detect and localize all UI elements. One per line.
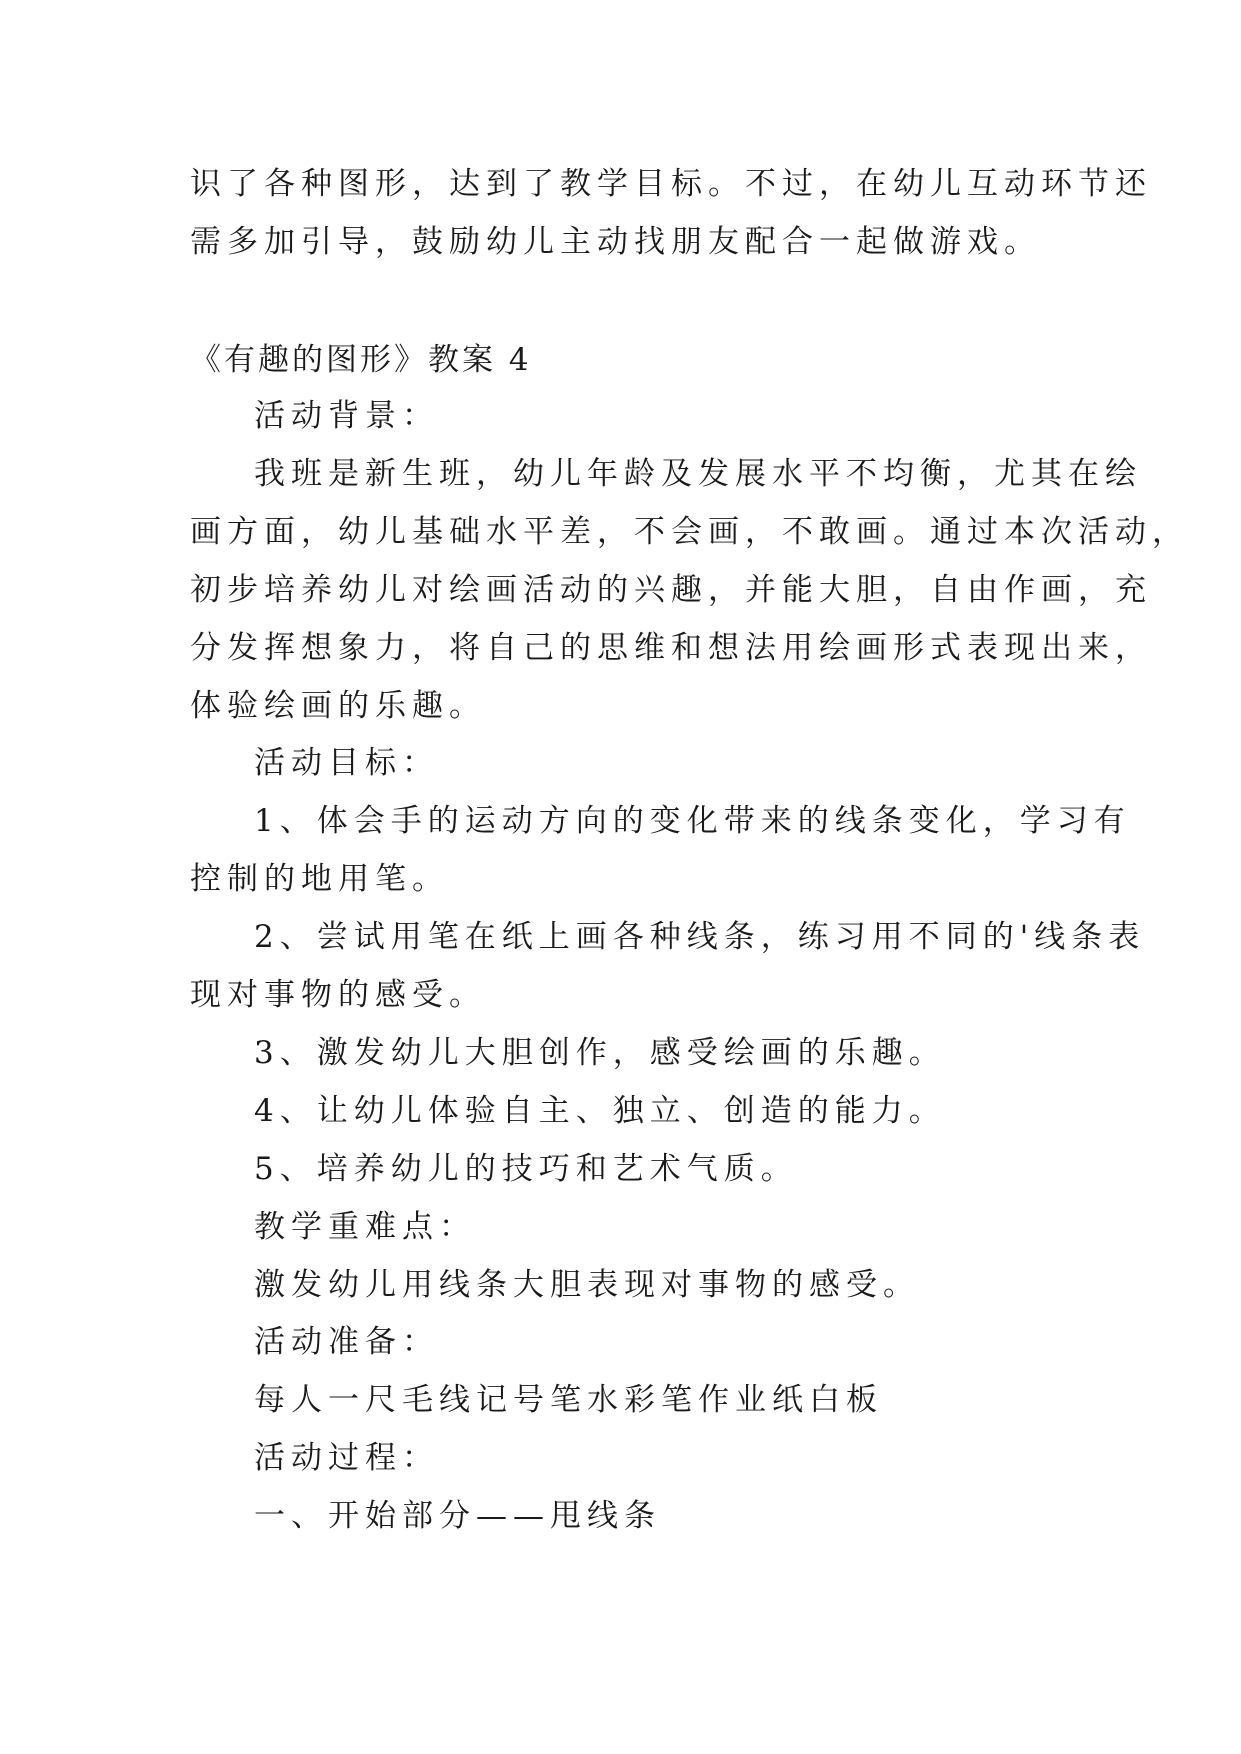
paragraph-line: 画方面，幼儿基础水平差，不会画，不敢画。通过本次活动，	[190, 514, 1189, 550]
paragraph-line: 体验绘画的乐趣。	[190, 688, 486, 724]
process-step: 一、开始部分——甩线条	[254, 1498, 661, 1534]
goal-item: 2、尝试用笔在纸上画各种线条，练习用不同的'线条表	[254, 919, 1146, 955]
paragraph-line: 我班是新生班，幼儿年龄及发展水平不均衡，尤其在绘	[254, 456, 1142, 492]
process-heading: 活动过程：	[254, 1440, 439, 1476]
preparation-heading: 活动准备：	[254, 1324, 439, 1360]
key-points-heading: 教学重难点：	[254, 1209, 476, 1245]
goal-item: 4、让幼儿体验自主、独立、创造的能力。	[254, 1093, 946, 1129]
background-heading: 活动背景：	[254, 398, 439, 434]
goal-item: 5、培养幼儿的技巧和艺术气质。	[254, 1151, 798, 1187]
preparation-text: 每人一尺毛线记号笔水彩笔作业纸白板	[254, 1382, 883, 1418]
paragraph-line: 需多加引导，鼓励幼儿主动找朋友配合一起做游戏。	[190, 224, 1041, 260]
goal-item-continuation: 现对事物的感受。	[190, 977, 486, 1013]
key-points-text: 激发幼儿用线条大胆表现对事物的感受。	[254, 1267, 920, 1303]
paragraph-line: 分发挥想象力，将自己的思维和想法用绘画形式表现出来，	[190, 630, 1152, 666]
goal-item: 1、体会手的运动方向的变化带来的线条变化，学习有	[254, 803, 1131, 839]
section-title: 《有趣的图形》教案 4	[190, 342, 532, 378]
goal-item-continuation: 控制的地用笔。	[190, 861, 449, 897]
goals-heading: 活动目标：	[254, 745, 439, 781]
goal-item: 3、激发幼儿大胆创作，感受绘画的乐趣。	[254, 1035, 946, 1071]
paragraph-line: 初步培养幼儿对绘画活动的兴趣，并能大胆，自由作画，充	[190, 572, 1152, 608]
paragraph-line: 识了各种图形，达到了教学目标。不过，在幼儿互动环节还	[190, 166, 1152, 202]
